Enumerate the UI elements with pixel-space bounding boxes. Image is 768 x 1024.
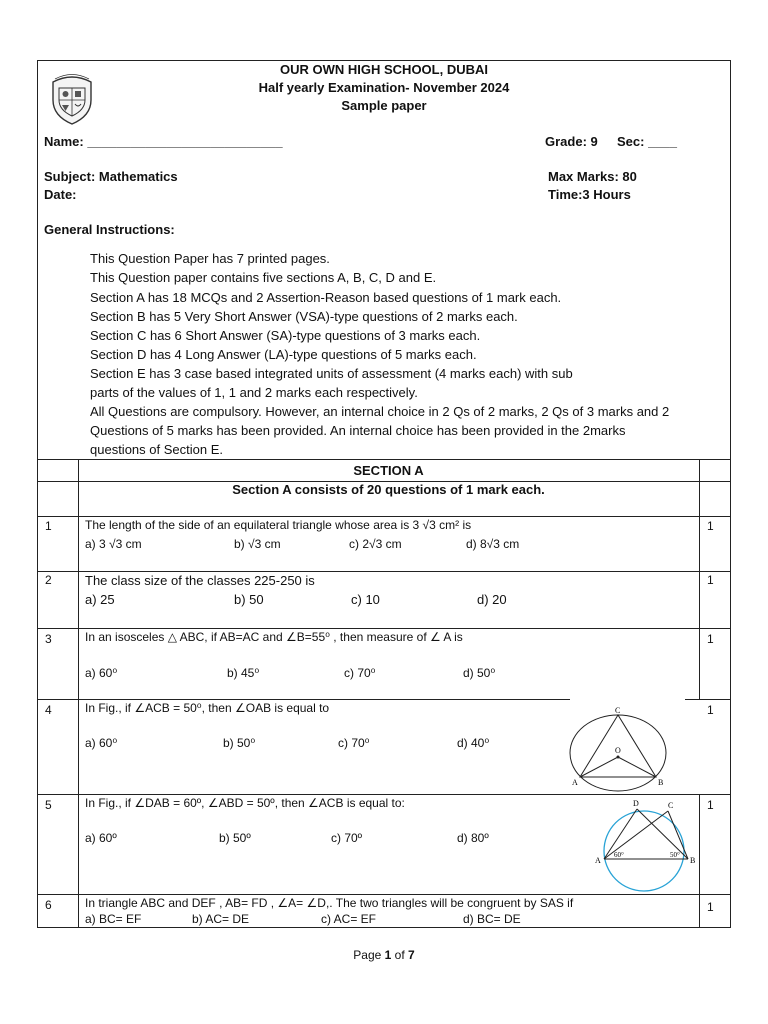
vertex-label-c: C: [615, 706, 621, 715]
instructions-heading: General Instructions:: [44, 222, 175, 237]
question-text: In Fig., if ∠DAB = 60º, ∠ABD = 50º, then ∠ACB is equal to:: [85, 796, 405, 810]
instruction-line: questions of Section E.: [90, 442, 223, 457]
option-d: d) 50⁰: [463, 666, 496, 680]
option-b: b) AC= DE: [192, 912, 250, 926]
page-prefix: Page: [353, 948, 385, 962]
question-marks: 1: [707, 519, 714, 533]
question-text: The length of the side of an equilateral triangle whose area is 3 √3 cm² is: [85, 518, 472, 532]
date-label: Date:: [44, 187, 77, 202]
option-a: a) 60⁰: [85, 666, 118, 680]
option-c: c) 10: [351, 592, 380, 607]
angle-label-a: 60°: [614, 851, 624, 859]
question-number: 3: [45, 632, 52, 646]
option-a: a) 3 √3 cm: [85, 537, 142, 551]
question-marks: 1: [707, 798, 714, 812]
option-b: b) 50: [234, 592, 264, 607]
option-a: a) BC= EF: [85, 912, 142, 926]
figure-circle-triangle-4: [566, 705, 700, 793]
time-label: Time:3 Hours: [548, 187, 631, 202]
question-number: 1: [45, 519, 52, 533]
table-border: [38, 794, 730, 795]
question-marks: 1: [707, 573, 714, 587]
question-marks: 1: [707, 900, 714, 914]
table-border: [38, 699, 570, 700]
option-c: c) 2√3 cm: [349, 537, 402, 551]
instruction-line: Section E has 3 case based integrated units of assessment (4 marks each) with sub: [90, 366, 573, 381]
question-number: 4: [45, 703, 52, 717]
option-a: a) 60⁰: [85, 736, 118, 750]
question-number: 6: [45, 898, 52, 912]
option-d: d) 8√3 cm: [466, 537, 520, 551]
school-name: OUR OWN HIGH SCHOOL, DUBAI: [280, 62, 488, 77]
table-border: [38, 516, 730, 517]
page-footer: [0, 948, 768, 962]
option-c: c) 70º: [331, 831, 363, 845]
option-a: a) 60º: [85, 831, 117, 845]
question-text: In Fig., if ∠ACB = 50⁰, then ∠OAB is equal to: [85, 701, 330, 715]
vertex-label-o: O: [615, 746, 621, 755]
table-border: [685, 699, 730, 700]
exam-page-frame: [37, 60, 731, 928]
option-b: b) 50º: [219, 831, 251, 845]
table-border: [699, 794, 700, 927]
table-border: [699, 459, 700, 699]
option-c: c) 70⁰: [338, 736, 370, 750]
option-d: d) BC= DE: [463, 912, 521, 926]
figure-cyclic-quadrilateral-5: [592, 797, 698, 893]
option-d: d) 80º: [457, 831, 489, 845]
instruction-line: Section C has 6 Short Answer (SA)-type questions of 3 marks each.: [90, 328, 481, 343]
instruction-line: This Question paper contains five sections A, B, C, D and E.: [90, 270, 437, 285]
section-title: SECTION A: [353, 463, 424, 478]
question-number: 2: [45, 573, 52, 587]
option-d: d) 20: [477, 592, 507, 607]
table-border: [78, 459, 79, 927]
instruction-line: Section D has 4 Long Answer (LA)-type questions of 5 marks each.: [90, 347, 477, 362]
section-subtitle: Section A consists of 20 questions of 1 mark each.: [232, 482, 545, 497]
section-field[interactable]: Sec: ____: [617, 134, 677, 149]
instruction-line: All Questions are compulsory. However, an internal choice in 2 Qs of 2 marks, 2 Qs of 3 marks and 2: [90, 404, 670, 419]
vertex-label-b: B: [658, 778, 664, 787]
question-text: In an isosceles △ ABC, if AB=AC and ∠B=55⁰ , then measure of ∠ A is: [85, 630, 463, 644]
subject-label: Subject: Mathematics: [44, 169, 178, 184]
question-marks: 1: [707, 703, 714, 717]
instruction-line: Section A has 18 MCQs and 2 Assertion-Reason based questions of 1 mark each.: [90, 290, 562, 305]
table-border: [38, 894, 730, 895]
option-c: c) 70⁰: [344, 666, 376, 680]
max-marks-label: Max Marks: 80: [548, 169, 637, 184]
question-text: The class size of the classes 225-250 is: [85, 573, 315, 588]
vertex-label-a: A: [572, 778, 578, 787]
grade-label: Grade: 9: [545, 134, 598, 149]
table-border: [38, 459, 730, 460]
instruction-line: This Question Paper has 7 printed pages.: [90, 251, 330, 266]
option-b: b) √3 cm: [234, 537, 281, 551]
page-of: of: [391, 948, 409, 962]
angle-label-b: 50°: [670, 851, 680, 859]
option-d: d) 40⁰: [457, 736, 490, 750]
page-current: 1: [384, 948, 392, 962]
page-total: 7: [408, 948, 415, 962]
question-text: In triangle ABC and DEF , AB= FD , ∠A= ∠D,. The two triangles will be congruent by SAS if: [85, 896, 574, 910]
option-b: b) 45⁰: [227, 666, 260, 680]
option-b: b) 50⁰: [223, 736, 256, 750]
vertex-label-a: A: [595, 856, 601, 865]
table-border: [38, 628, 730, 629]
name-field[interactable]: Name: ___________________________: [44, 134, 283, 149]
instruction-line: Section B has 5 Very Short Answer (VSA)-type questions of 2 marks each.: [90, 309, 518, 324]
question-number: 5: [45, 798, 52, 812]
exam-title: Half yearly Examination- November 2024: [258, 80, 510, 95]
vertex-label-b: B: [690, 856, 696, 865]
table-border: [38, 571, 730, 572]
vertex-label-d: D: [633, 799, 639, 808]
instruction-line: parts of the values of 1, 1 and 2 marks each respectively.: [90, 385, 418, 400]
paper-type: Sample paper: [341, 98, 427, 113]
option-c: c) AC= EF: [321, 912, 377, 926]
option-a: a) 25: [85, 592, 115, 607]
vertex-label-c: C: [668, 801, 674, 810]
question-marks: 1: [707, 632, 714, 646]
instruction-line: Questions of 5 marks has been provided. An internal choice has been provided in the 2marks: [90, 423, 626, 438]
